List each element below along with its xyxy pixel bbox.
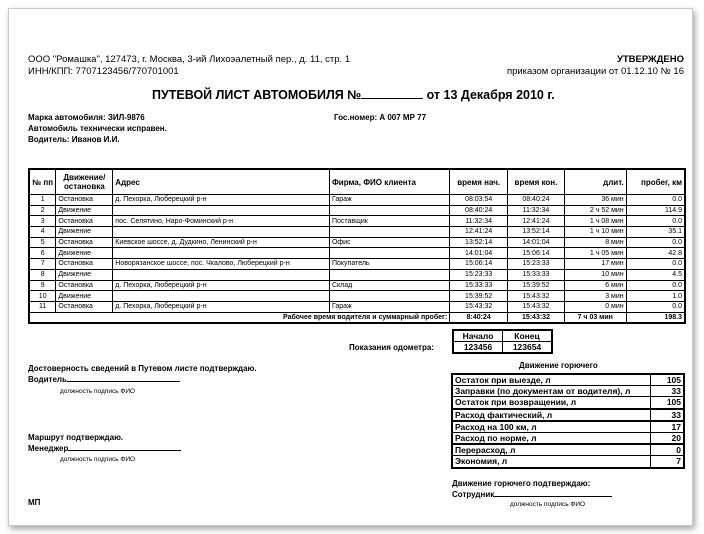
fuel-row-value: 105 xyxy=(651,397,685,409)
route-row xyxy=(29,301,685,312)
route-cell: 13:52:14 xyxy=(508,227,565,238)
inn-kpp: ИНН/КПП: 7707123456/770701001 xyxy=(28,66,179,77)
route-cell: 08:03:54 xyxy=(450,195,508,206)
route-cell: 13:52:14 xyxy=(450,237,508,248)
route-cell: Движение xyxy=(56,269,113,280)
odometer-start-value: 123456 xyxy=(453,342,503,354)
route-cell xyxy=(329,291,449,302)
driver-signature-label: Водитель xyxy=(28,375,67,384)
manager-signature-caption: должность подпись ФИО xyxy=(60,456,136,463)
route-confirmation: Маршрут подтверждаю. xyxy=(28,433,124,442)
route-cell: 1.0 xyxy=(626,291,685,302)
route-cell: Новорязанское шоссе, пос. Чкалово, Люберецкий р-н xyxy=(113,259,330,270)
route-cell: Движение xyxy=(56,248,113,259)
route-cell: 12:41:24 xyxy=(508,216,565,227)
employee-signature-line xyxy=(452,490,612,499)
route-cell: 2 xyxy=(29,205,56,216)
route-cell: 1 ч 05 мин xyxy=(564,248,626,259)
fuel-row-value: 20 xyxy=(651,432,685,444)
fuel-row-label: Заправки (по документам от водителя), л xyxy=(452,386,651,397)
route-cell: 9 xyxy=(29,280,56,291)
route-header-cell: время нач. xyxy=(450,169,508,195)
driver-signature-caption: должность подпись ФИО xyxy=(60,388,136,395)
route-cell: 8 xyxy=(29,269,56,280)
vehicle-brand: Марка автомобиля: ЗИЛ-9876 xyxy=(28,113,145,122)
route-cell: д. Пехорка, Люберецкий р-н xyxy=(113,280,330,291)
route-header-cell: Адрес xyxy=(113,169,330,195)
title-prefix: ПУТЕВОЙ ЛИСТ АВТОМОБИЛЯ № xyxy=(152,88,362,102)
route-cell: Движение xyxy=(56,227,113,238)
route-cell: Остановка xyxy=(56,280,113,291)
route-row xyxy=(29,291,685,302)
route-cell: Склад xyxy=(329,280,449,291)
route-cell: 15:43:32 xyxy=(450,301,508,312)
route-cell: 08:40:24 xyxy=(450,205,508,216)
route-cell: 15:43:32 xyxy=(508,291,565,302)
route-cell: 15:23:33 xyxy=(508,259,565,270)
route-cell xyxy=(329,227,449,238)
employee-signature-caption: должность подпись ФИО xyxy=(510,501,586,508)
route-cell: 15:23:33 xyxy=(450,269,508,280)
route-cell xyxy=(329,269,449,280)
route-cell: Гараж xyxy=(329,195,449,206)
route-cell: 14:01:04 xyxy=(450,248,508,259)
route-cell xyxy=(113,205,330,216)
total-start-time: 8:40:24 xyxy=(450,312,508,323)
route-cell: 0 мин xyxy=(564,301,626,312)
route-cell: 15:06:14 xyxy=(508,248,565,259)
route-cell: Остановка xyxy=(56,216,113,227)
route-cell: 11:32:34 xyxy=(508,205,565,216)
route-cell: 12:41:24 xyxy=(450,227,508,238)
route-cell: Остановка xyxy=(56,195,113,206)
route-cell: 15:33:33 xyxy=(450,280,508,291)
route-cell: 1 ч 08 мин xyxy=(564,216,626,227)
route-cell: 10 xyxy=(29,291,56,302)
route-row xyxy=(29,205,685,216)
route-cell: 0.0 xyxy=(626,280,685,291)
driver-signature-blank xyxy=(67,381,180,382)
route-cell: 3 xyxy=(29,216,56,227)
manager-signature-label: Менеджер xyxy=(28,444,69,453)
route-cell: Остановка xyxy=(56,301,113,312)
fuel-row-label: Экономия, л xyxy=(452,456,651,468)
fuel-row-value: 17 xyxy=(651,421,685,433)
route-cell: 0.0 xyxy=(626,237,685,248)
route-cell: Остановка xyxy=(56,237,113,248)
route-cell: 4.5 xyxy=(626,269,685,280)
employee-signature-blank xyxy=(494,496,612,497)
route-header-cell: длит. xyxy=(564,169,626,195)
stamp-place: МП xyxy=(28,498,41,507)
route-cell: Поставщик xyxy=(329,216,449,227)
route-cell: 36 мин xyxy=(564,195,626,206)
driver-signature-line xyxy=(28,375,180,384)
route-cell: 114.9 xyxy=(626,205,685,216)
route-cell: 14:01:04 xyxy=(508,237,565,248)
route-cell: 4 xyxy=(29,227,56,238)
route-cell: 6 xyxy=(29,248,56,259)
route-cell: 0.0 xyxy=(626,259,685,270)
route-cell: 3 мин xyxy=(564,291,626,302)
manager-signature-blank xyxy=(68,450,181,451)
total-mileage: 198.3 xyxy=(626,312,685,323)
route-cell: 42.8 xyxy=(626,248,685,259)
route-cell xyxy=(113,291,330,302)
fuel-table xyxy=(451,373,685,469)
fuel-row-label: Расход фактический, л xyxy=(452,409,651,421)
fuel-row xyxy=(452,397,684,409)
approval-order: приказом организации от 01.12.10 № 16 xyxy=(506,66,684,77)
route-cell: 8 мин xyxy=(564,237,626,248)
route-cell: 11 xyxy=(29,301,56,312)
fuel-row-label: Остаток при выезде, л xyxy=(452,374,651,386)
route-cell: 5 xyxy=(29,237,56,248)
route-cell: 0.0 xyxy=(626,216,685,227)
fuel-row-label: Остаток при возвращении, л xyxy=(452,397,651,409)
odometer-end-value: 123654 xyxy=(503,342,553,354)
fuel-row-label: Расход по норме, л xyxy=(452,432,651,444)
route-row xyxy=(29,269,685,280)
waybill-number-blank xyxy=(361,88,423,99)
fuel-row-value: 0 xyxy=(651,444,685,456)
accuracy-confirmation: Достоверность сведений в Путевом листе подтверждаю. xyxy=(28,364,257,373)
route-cell xyxy=(329,205,449,216)
title-date: от 13 Декабря 2010 г. xyxy=(426,88,555,102)
route-row xyxy=(29,237,685,248)
fuel-confirmation: Движение горючего подтверждаю: xyxy=(452,479,591,488)
total-duration: 7 ч 03 мин xyxy=(564,312,626,323)
fuel-row-value: 33 xyxy=(651,409,685,421)
fuel-row-value: 7 xyxy=(651,456,685,468)
route-cell: 15:43:32 xyxy=(508,301,565,312)
route-cell: 2 ч 52 мин xyxy=(564,205,626,216)
fuel-row xyxy=(452,432,684,444)
route-cell xyxy=(113,269,330,280)
route-cell: 1 xyxy=(29,195,56,206)
fuel-row-label: Перерасход, л xyxy=(452,444,651,456)
fuel-row-label: Расход на 100 км, л xyxy=(452,421,651,433)
route-cell: 08:40:24 xyxy=(508,195,565,206)
approved-label: УТВЕРЖДЕНО xyxy=(616,54,684,65)
fuel-row xyxy=(452,456,684,468)
route-cell: 0.0 xyxy=(626,301,685,312)
manager-signature-line xyxy=(28,444,181,453)
route-cell: 17 мин xyxy=(564,259,626,270)
route-header-cell: время кон. xyxy=(508,169,565,195)
route-total-row xyxy=(29,312,685,323)
route-cell: Остановка xyxy=(56,259,113,270)
route-row xyxy=(29,195,685,206)
route-header-cell: пробег, км xyxy=(626,169,685,195)
route-table xyxy=(28,168,686,324)
route-header-cell: Движение/ остановка xyxy=(56,169,113,195)
route-cell: Движение xyxy=(56,291,113,302)
fuel-row xyxy=(452,409,684,421)
vehicle-condition: Автомобиль технически исправен. xyxy=(28,124,167,133)
fuel-row xyxy=(452,386,684,397)
route-header-cell: № пп xyxy=(29,169,56,195)
route-cell: 15:39:52 xyxy=(508,280,565,291)
route-cell: 6 мин xyxy=(564,280,626,291)
route-cell: д. Пехорка, Люберецкий р-н xyxy=(113,195,330,206)
route-cell xyxy=(113,248,330,259)
route-row xyxy=(29,280,685,291)
route-cell: Киевское шоссе, д. Дудкино, Ленинский р-н xyxy=(113,237,330,248)
route-cell: Покупатель xyxy=(329,259,449,270)
route-cell: Гараж xyxy=(329,301,449,312)
route-cell: 35.1 xyxy=(626,227,685,238)
route-cell: 15:33:33 xyxy=(508,269,565,280)
driver-name: Водитель: Иванов И.И. xyxy=(28,135,120,144)
document-title xyxy=(152,88,555,102)
route-cell xyxy=(329,248,449,259)
odometer-table xyxy=(452,329,553,354)
route-cell: 15:39:52 xyxy=(450,291,508,302)
route-cell: 7 xyxy=(29,259,56,270)
route-cell: 15:06:14 xyxy=(450,259,508,270)
route-row xyxy=(29,259,685,270)
total-end-time: 15:43:32 xyxy=(508,312,565,323)
route-cell: Офис xyxy=(329,237,449,248)
fuel-row xyxy=(452,374,684,386)
route-header-cell: Фирма, ФИО клиента xyxy=(329,169,449,195)
route-cell xyxy=(113,227,330,238)
route-row xyxy=(29,227,685,238)
route-table-header xyxy=(29,169,685,195)
route-row xyxy=(29,216,685,227)
organization-address: ООО "Ромашка", 127473, г. Москва, 3-ий Лихоэалетный пер., д. 11, стр. 1 xyxy=(28,54,351,65)
fuel-row xyxy=(452,444,684,456)
route-cell: Движение xyxy=(56,205,113,216)
employee-signature-label: Сотрудник xyxy=(452,490,495,499)
odometer-start-header: Начало xyxy=(453,330,503,342)
odometer-label: Показания одометра: xyxy=(349,343,434,352)
fuel-title: Движение горючего xyxy=(519,361,598,370)
fuel-row xyxy=(452,421,684,433)
route-cell: д. Пехорка, Люберецкий р-н xyxy=(113,301,330,312)
route-row xyxy=(29,248,685,259)
total-label: Рабочее время водителя и суммарный пробег: xyxy=(29,312,450,323)
fuel-row-value: 33 xyxy=(651,386,685,397)
vehicle-plate: Гос.номер: А 007 МР 77 xyxy=(334,113,427,122)
route-cell: 1 ч 10 мин xyxy=(564,227,626,238)
fuel-row-value: 105 xyxy=(651,374,685,386)
route-cell: пос. Селятино, Наро-Фоминский р-н xyxy=(113,216,330,227)
route-cell: 11:32:34 xyxy=(450,216,508,227)
odometer-end-header: Конец xyxy=(503,330,553,342)
route-cell: 0.0 xyxy=(626,195,685,206)
route-cell: 10 мин xyxy=(564,269,626,280)
